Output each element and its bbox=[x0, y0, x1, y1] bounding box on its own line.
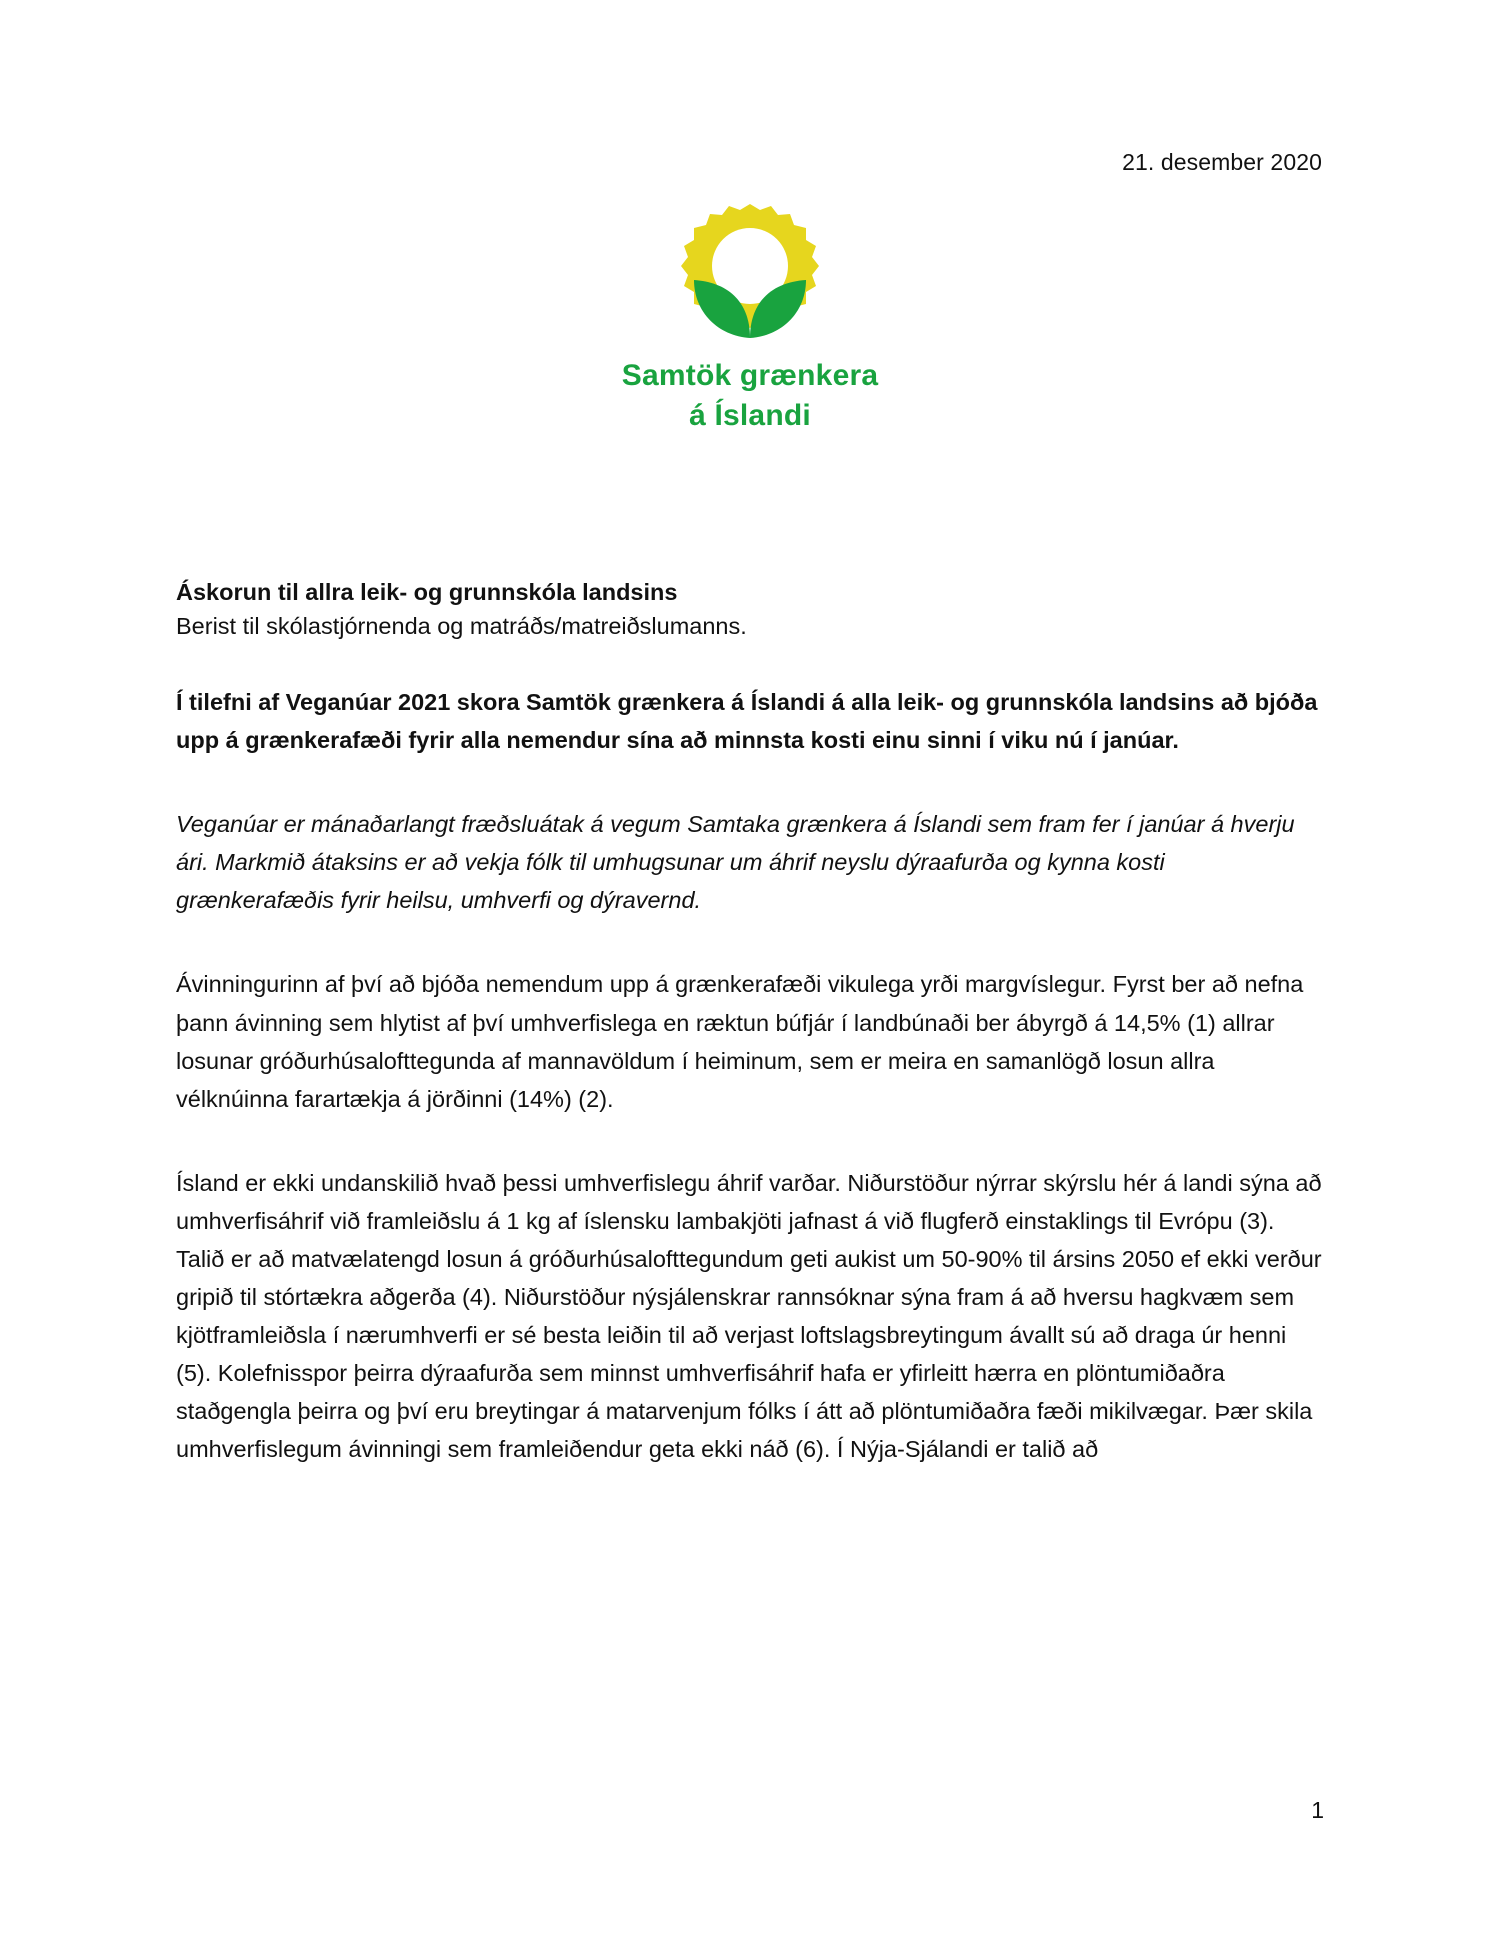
logo-wordmark bbox=[622, 356, 878, 435]
lead-paragraph: Í tilefni af Veganúar 2021 skora Samtök grænkera á Íslandi á alla leik- og grunnskóla landsins að bjóða upp á grænkerafæði fyrir alla nemendur sína að minnsta kosti einu sinni í viku nú í janúar. bbox=[176, 689, 1318, 754]
samtok-graenkera-logo-icon bbox=[650, 196, 850, 346]
document-heading: Áskorun til allra leik- og grunnskóla landsins bbox=[176, 579, 678, 605]
logo-wordmark-line2: á Íslandi bbox=[689, 398, 811, 432]
page-number: 1 bbox=[1311, 1797, 1324, 1823]
logo-wordmark-line1: Samtök grænkera bbox=[621, 359, 879, 392]
logo-block bbox=[0, 196, 1500, 435]
document-date: 21. desember 2020 bbox=[1122, 149, 1322, 175]
italic-paragraph: Veganúar er mánaðarlangt fræðsluátak á vegum Samtaka grænkera á Íslandi sem fram fer í janúar á hverju ári. Markmið átaksins er að vekja fólk til umhugsunar um áhrif neyslu dýraafurða og kynna kosti grænkerafæðis fyrir heilsu, umhverfi og dýravernd. bbox=[176, 811, 1295, 914]
body-paragraph-1: Ávinningurinn af því að bjóða nemendum upp á grænkerafæði vikulega yrði margvíslegur. Fyrst ber að nefna þann ávinning sem hlytist af því umhverfislega en ræktun búfjár í landbúnaði ber ábyrgð á 14,5% (1) allrar losunar gróðurhúsalofttegunda af mannavöldum í heiminum, sem er meira en samanlögð losun allra vélknúinna farartækja á jörðinni (14%) (2). bbox=[176, 971, 1304, 1112]
document-subheading: Berist til skólastjórnenda og matráðs/matreiðslumanns. bbox=[176, 613, 747, 640]
document-body bbox=[176, 575, 1322, 1468]
body-paragraph-2: Ísland er ekki undanskilið hvað þessi umhverfislegu áhrif varðar. Niðurstöður nýrrar skýrslu hér á landi sýna að umhverfisáhrif við framleiðslu á 1 kg af íslensku lambakjöti jafnast á við flugferð einstaklings til Evrópu (3). Talið er að matvælatengd losun á gróðurhúsalofttegundum geti aukist um 50-90% til ársins 2050 ef ekki verður gripið til stórtækra aðgerða (4). Niðurstöður nýsjálenskrar rannsóknar sýna fram á að hversu hagkvæm sem kjötframleiðsla í nærumhverfi er sé besta leiðin til að verjast loftslagsbreytingum ávallt sú að draga úr henni (5). Kolefnisspor þeirra dýraafurða sem minnst umhverfisáhrif hafa er yfirleitt hærra en plöntumiðaðra staðgengla þeirra og því eru breytingar á matarvenjum fólks í átt að plöntumiðaðra fæði mikilvægar. Þær skila umhverfislegum ávinningi sem framleiðendur geta ekki náð (6). Í Nýja-Sjálandi er talið að bbox=[176, 1169, 1322, 1463]
